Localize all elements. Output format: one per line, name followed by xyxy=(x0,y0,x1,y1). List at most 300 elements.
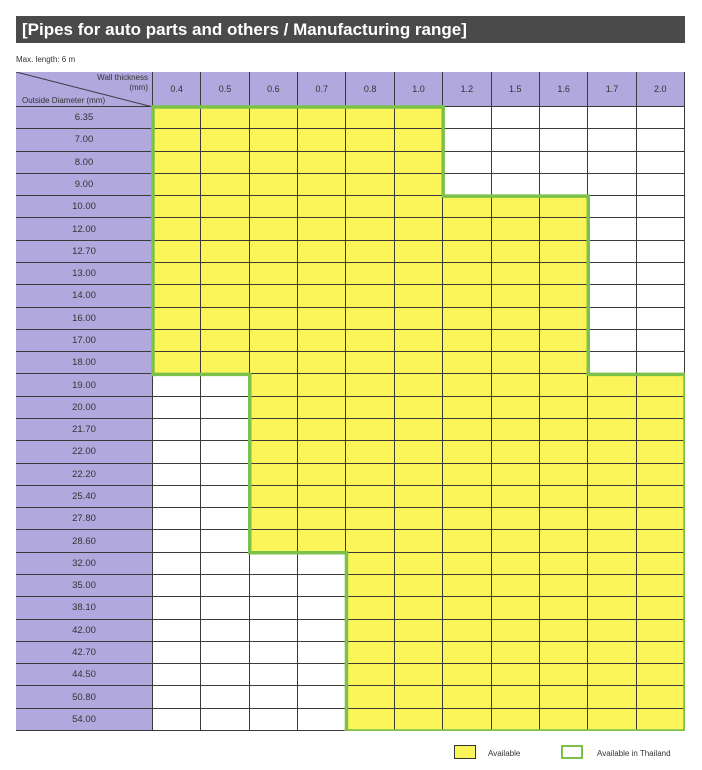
available-cell xyxy=(492,597,540,619)
available-cell xyxy=(153,241,201,263)
unavailable-cell xyxy=(492,129,540,151)
available-cell xyxy=(250,508,298,530)
available-cell xyxy=(250,441,298,463)
available-cell xyxy=(395,597,443,619)
wall-thickness-label: Wall thickness xyxy=(97,73,148,82)
unavailable-cell xyxy=(637,129,685,151)
unavailable-cell xyxy=(201,419,249,441)
unavailable-cell xyxy=(637,330,685,352)
available-cell xyxy=(395,530,443,552)
available-cell xyxy=(492,263,540,285)
unavailable-cell xyxy=(153,508,201,530)
unavailable-cell xyxy=(153,709,201,731)
unavailable-cell xyxy=(153,464,201,486)
available-cell xyxy=(492,352,540,374)
available-cell xyxy=(588,374,636,396)
available-cell xyxy=(298,330,346,352)
available-cell xyxy=(395,508,443,530)
unavailable-cell xyxy=(153,441,201,463)
available-cell xyxy=(250,218,298,240)
available-cell xyxy=(153,129,201,151)
available-cell xyxy=(540,464,588,486)
unavailable-cell xyxy=(588,129,636,151)
available-cell xyxy=(540,330,588,352)
unavailable-cell xyxy=(637,152,685,174)
available-cell xyxy=(637,642,685,664)
available-cell xyxy=(250,107,298,129)
legend-thailand-swatch xyxy=(561,745,583,759)
diameter-label-14-00: 14.00 xyxy=(16,285,153,307)
unavailable-cell xyxy=(250,664,298,686)
available-cell xyxy=(492,686,540,708)
available-cell xyxy=(395,419,443,441)
available-cell xyxy=(637,397,685,419)
available-cell xyxy=(637,709,685,731)
available-cell xyxy=(492,575,540,597)
available-cell xyxy=(492,464,540,486)
unavailable-cell xyxy=(540,129,588,151)
available-cell xyxy=(492,530,540,552)
available-cell xyxy=(588,553,636,575)
available-cell xyxy=(250,152,298,174)
available-cell xyxy=(637,553,685,575)
unavailable-cell xyxy=(588,285,636,307)
available-cell xyxy=(395,486,443,508)
available-cell xyxy=(395,129,443,151)
available-cell xyxy=(588,620,636,642)
available-cell xyxy=(201,241,249,263)
available-cell xyxy=(395,196,443,218)
available-cell xyxy=(250,374,298,396)
diameter-label-28-60: 28.60 xyxy=(16,530,153,552)
available-cell xyxy=(346,129,394,151)
unavailable-cell xyxy=(588,107,636,129)
available-cell xyxy=(153,107,201,129)
available-cell xyxy=(395,107,443,129)
available-cell xyxy=(346,553,394,575)
unavailable-cell xyxy=(201,642,249,664)
unavailable-cell xyxy=(201,709,249,731)
available-cell xyxy=(250,464,298,486)
available-cell xyxy=(346,664,394,686)
thickness-header-1-5: 1.5 xyxy=(492,72,540,107)
available-cell xyxy=(395,352,443,374)
available-cell xyxy=(346,352,394,374)
available-cell xyxy=(588,575,636,597)
available-cell xyxy=(540,397,588,419)
available-cell xyxy=(395,397,443,419)
available-cell xyxy=(250,129,298,151)
unavailable-cell xyxy=(201,486,249,508)
available-cell xyxy=(346,508,394,530)
available-cell xyxy=(395,620,443,642)
available-cell xyxy=(540,441,588,463)
available-cell xyxy=(395,152,443,174)
available-cell xyxy=(346,709,394,731)
available-cell xyxy=(250,285,298,307)
available-cell xyxy=(298,486,346,508)
legend-thailand-label: Available in Thailand xyxy=(597,749,671,758)
available-cell xyxy=(637,508,685,530)
available-cell xyxy=(540,374,588,396)
available-cell xyxy=(443,196,491,218)
available-cell xyxy=(153,196,201,218)
available-cell xyxy=(588,664,636,686)
available-cell xyxy=(250,196,298,218)
available-cell xyxy=(492,620,540,642)
available-cell xyxy=(443,397,491,419)
wall-thickness-header xyxy=(97,73,148,93)
max-length-note: Max. length: 6 m xyxy=(16,55,76,64)
available-cell xyxy=(540,642,588,664)
available-cell xyxy=(298,263,346,285)
available-cell xyxy=(346,285,394,307)
available-cell xyxy=(588,441,636,463)
unavailable-cell xyxy=(637,352,685,374)
diameter-label-44-50: 44.50 xyxy=(16,664,153,686)
available-cell xyxy=(298,241,346,263)
available-cell xyxy=(395,664,443,686)
unavailable-cell xyxy=(153,597,201,619)
available-cell xyxy=(443,575,491,597)
available-cell xyxy=(298,508,346,530)
available-cell xyxy=(443,374,491,396)
available-cell xyxy=(250,241,298,263)
available-cell xyxy=(298,218,346,240)
available-cell xyxy=(492,709,540,731)
diameter-label-13-00: 13.00 xyxy=(16,263,153,285)
available-cell xyxy=(298,174,346,196)
available-cell xyxy=(588,486,636,508)
legend-available-swatch xyxy=(454,745,476,759)
available-cell xyxy=(250,419,298,441)
unavailable-cell xyxy=(153,686,201,708)
available-cell xyxy=(637,464,685,486)
unavailable-cell xyxy=(201,508,249,530)
available-cell xyxy=(443,330,491,352)
unavailable-cell xyxy=(298,642,346,664)
available-cell xyxy=(540,575,588,597)
unavailable-cell xyxy=(298,686,346,708)
diameter-label-12-70: 12.70 xyxy=(16,241,153,263)
available-cell xyxy=(298,419,346,441)
unavailable-cell xyxy=(153,397,201,419)
available-cell xyxy=(153,263,201,285)
available-cell xyxy=(395,241,443,263)
unavailable-cell xyxy=(637,285,685,307)
unavailable-cell xyxy=(443,129,491,151)
unavailable-cell xyxy=(201,464,249,486)
unavailable-cell xyxy=(588,308,636,330)
unavailable-cell xyxy=(201,441,249,463)
available-cell xyxy=(443,620,491,642)
available-cell xyxy=(492,218,540,240)
available-cell xyxy=(250,263,298,285)
unavailable-cell xyxy=(588,263,636,285)
unavailable-cell xyxy=(588,196,636,218)
unavailable-cell xyxy=(201,397,249,419)
manufacturing-range-table xyxy=(16,72,685,731)
page-title: [Pipes for auto parts and others / Manufacturing range] xyxy=(16,16,685,43)
available-cell xyxy=(443,486,491,508)
available-cell xyxy=(153,218,201,240)
available-cell xyxy=(346,464,394,486)
available-cell xyxy=(540,709,588,731)
available-cell xyxy=(346,575,394,597)
available-cell xyxy=(588,508,636,530)
diameter-label-9-00: 9.00 xyxy=(16,174,153,196)
available-cell xyxy=(540,486,588,508)
available-cell xyxy=(346,152,394,174)
available-cell xyxy=(298,129,346,151)
unavailable-cell xyxy=(201,553,249,575)
diameter-label-8-00: 8.00 xyxy=(16,152,153,174)
unavailable-cell xyxy=(153,374,201,396)
available-cell xyxy=(201,285,249,307)
available-cell xyxy=(298,352,346,374)
available-cell xyxy=(492,308,540,330)
available-cell xyxy=(540,664,588,686)
unavailable-cell xyxy=(298,575,346,597)
available-cell xyxy=(637,686,685,708)
available-cell xyxy=(250,352,298,374)
thickness-header-1-6: 1.6 xyxy=(540,72,588,107)
available-cell xyxy=(443,597,491,619)
available-cell xyxy=(395,642,443,664)
unavailable-cell xyxy=(250,642,298,664)
available-cell xyxy=(346,441,394,463)
unavailable-cell xyxy=(540,174,588,196)
thickness-header-0-7: 0.7 xyxy=(298,72,346,107)
available-cell xyxy=(540,553,588,575)
available-cell xyxy=(153,174,201,196)
available-cell xyxy=(395,263,443,285)
available-cell xyxy=(201,152,249,174)
diameter-label-10-00: 10.00 xyxy=(16,196,153,218)
available-cell xyxy=(395,686,443,708)
available-cell xyxy=(346,374,394,396)
diameter-label-16-00: 16.00 xyxy=(16,308,153,330)
unavailable-cell xyxy=(250,686,298,708)
unavailable-cell xyxy=(588,218,636,240)
diameter-label-21-70: 21.70 xyxy=(16,419,153,441)
available-cell xyxy=(588,642,636,664)
unavailable-cell xyxy=(153,553,201,575)
unavailable-cell xyxy=(637,174,685,196)
unavailable-cell xyxy=(250,597,298,619)
available-cell xyxy=(346,196,394,218)
available-cell xyxy=(492,419,540,441)
available-cell xyxy=(492,664,540,686)
diameter-label-38-10: 38.10 xyxy=(16,597,153,619)
available-cell xyxy=(443,508,491,530)
unavailable-cell xyxy=(250,553,298,575)
available-cell xyxy=(443,642,491,664)
available-cell xyxy=(540,196,588,218)
diameter-label-22-00: 22.00 xyxy=(16,441,153,463)
available-cell xyxy=(346,642,394,664)
available-cell xyxy=(346,330,394,352)
unavailable-cell xyxy=(637,241,685,263)
available-cell xyxy=(346,218,394,240)
available-cell xyxy=(443,352,491,374)
available-cell xyxy=(492,241,540,263)
available-cell xyxy=(346,174,394,196)
available-cell xyxy=(540,308,588,330)
available-cell xyxy=(588,397,636,419)
unavailable-cell xyxy=(250,709,298,731)
available-cell xyxy=(588,686,636,708)
available-cell xyxy=(492,486,540,508)
available-cell xyxy=(346,397,394,419)
available-cell xyxy=(540,218,588,240)
available-cell xyxy=(443,218,491,240)
unavailable-cell xyxy=(298,620,346,642)
available-cell xyxy=(153,330,201,352)
available-cell xyxy=(346,486,394,508)
available-cell xyxy=(443,464,491,486)
thickness-header-0-5: 0.5 xyxy=(201,72,249,107)
available-cell xyxy=(298,464,346,486)
available-cell xyxy=(298,441,346,463)
available-cell xyxy=(443,709,491,731)
available-cell xyxy=(492,553,540,575)
available-cell xyxy=(298,308,346,330)
available-cell xyxy=(395,374,443,396)
available-cell xyxy=(346,263,394,285)
thickness-header-0-4: 0.4 xyxy=(153,72,201,107)
unavailable-cell xyxy=(588,241,636,263)
available-cell xyxy=(201,218,249,240)
available-cell xyxy=(346,686,394,708)
available-cell xyxy=(201,196,249,218)
available-cell xyxy=(637,530,685,552)
unavailable-cell xyxy=(540,107,588,129)
unavailable-cell xyxy=(443,152,491,174)
available-cell xyxy=(443,664,491,686)
available-cell xyxy=(346,419,394,441)
available-cell xyxy=(250,486,298,508)
thickness-header-2-0: 2.0 xyxy=(637,72,685,107)
available-cell xyxy=(588,597,636,619)
available-cell xyxy=(395,441,443,463)
available-cell xyxy=(298,530,346,552)
available-cell xyxy=(395,709,443,731)
unavailable-cell xyxy=(153,575,201,597)
unavailable-cell xyxy=(201,664,249,686)
unavailable-cell xyxy=(588,330,636,352)
available-cell xyxy=(443,441,491,463)
unavailable-cell xyxy=(153,642,201,664)
unavailable-cell xyxy=(153,419,201,441)
available-cell xyxy=(201,129,249,151)
available-cell xyxy=(492,374,540,396)
available-cell xyxy=(443,419,491,441)
unavailable-cell xyxy=(201,374,249,396)
unavailable-cell xyxy=(201,597,249,619)
available-cell xyxy=(540,419,588,441)
unavailable-cell xyxy=(250,575,298,597)
available-cell xyxy=(443,263,491,285)
diameter-label-7-00: 7.00 xyxy=(16,129,153,151)
diameter-label-6-35: 6.35 xyxy=(16,107,153,129)
available-cell xyxy=(346,241,394,263)
available-cell xyxy=(153,285,201,307)
available-cell xyxy=(298,152,346,174)
available-cell xyxy=(153,308,201,330)
available-cell xyxy=(395,330,443,352)
unavailable-cell xyxy=(298,553,346,575)
available-cell xyxy=(492,330,540,352)
unavailable-cell xyxy=(637,107,685,129)
available-cell xyxy=(298,196,346,218)
unavailable-cell xyxy=(298,664,346,686)
available-cell xyxy=(637,374,685,396)
available-cell xyxy=(588,419,636,441)
diameter-label-32-00: 32.00 xyxy=(16,553,153,575)
unavailable-cell xyxy=(492,152,540,174)
unavailable-cell xyxy=(153,530,201,552)
available-cell xyxy=(637,441,685,463)
table-corner-header xyxy=(16,72,153,107)
unavailable-cell xyxy=(588,352,636,374)
unavailable-cell xyxy=(153,620,201,642)
available-cell xyxy=(540,285,588,307)
available-cell xyxy=(298,374,346,396)
available-cell xyxy=(201,352,249,374)
available-cell xyxy=(395,575,443,597)
unavailable-cell xyxy=(153,486,201,508)
unavailable-cell xyxy=(201,575,249,597)
available-cell xyxy=(588,709,636,731)
unavailable-cell xyxy=(540,152,588,174)
outside-diameter-header: Outside Diameter (mm) xyxy=(22,96,106,105)
available-cell xyxy=(540,686,588,708)
available-cell xyxy=(250,397,298,419)
available-cell xyxy=(201,107,249,129)
thickness-header-1-0: 1.0 xyxy=(395,72,443,107)
unavailable-cell xyxy=(492,174,540,196)
available-cell xyxy=(492,397,540,419)
available-cell xyxy=(540,263,588,285)
available-cell xyxy=(395,285,443,307)
thickness-header-0-8: 0.8 xyxy=(346,72,394,107)
diameter-label-35-00: 35.00 xyxy=(16,575,153,597)
unavailable-cell xyxy=(637,308,685,330)
thickness-header-0-6: 0.6 xyxy=(250,72,298,107)
unavailable-cell xyxy=(201,530,249,552)
unavailable-cell xyxy=(443,107,491,129)
unavailable-cell xyxy=(443,174,491,196)
available-cell xyxy=(443,285,491,307)
diameter-label-27-80: 27.80 xyxy=(16,508,153,530)
available-cell xyxy=(540,530,588,552)
available-cell xyxy=(250,174,298,196)
unavailable-cell xyxy=(250,620,298,642)
available-cell xyxy=(492,508,540,530)
available-cell xyxy=(395,308,443,330)
available-cell xyxy=(250,330,298,352)
diameter-label-20-00: 20.00 xyxy=(16,397,153,419)
available-cell xyxy=(540,241,588,263)
available-cell xyxy=(492,285,540,307)
available-cell xyxy=(540,597,588,619)
available-cell xyxy=(443,686,491,708)
unavailable-cell xyxy=(588,174,636,196)
unavailable-cell xyxy=(153,664,201,686)
diameter-label-17-00: 17.00 xyxy=(16,330,153,352)
thickness-header-1-7: 1.7 xyxy=(588,72,636,107)
